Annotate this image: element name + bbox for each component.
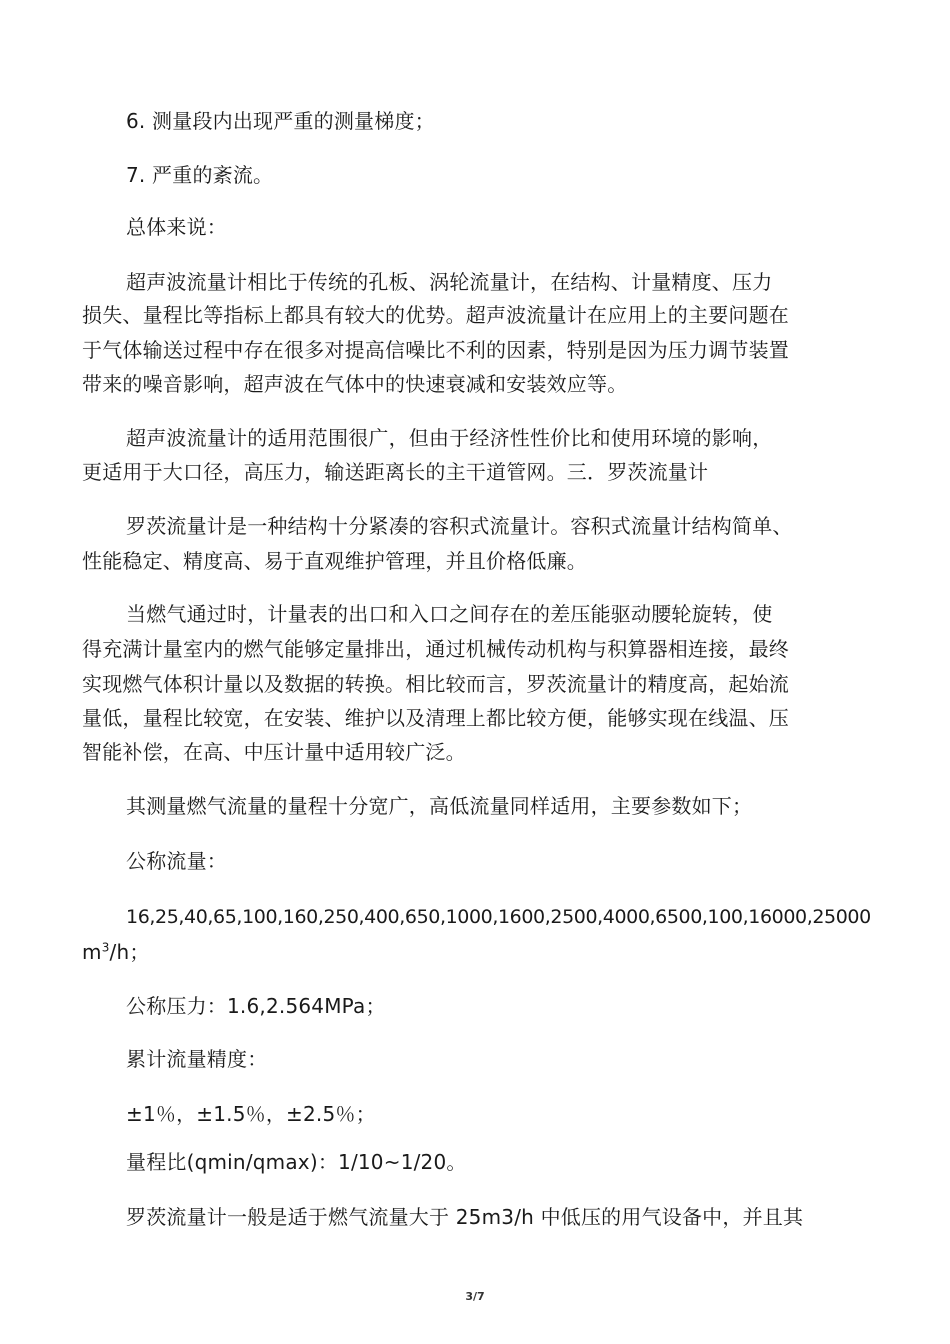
list-item-7: 7. 严重的紊流。 [126,163,274,187]
accuracy-values: ±1％，±1.5％，±2.5％； [126,1102,376,1126]
paragraph-line: 罗茨流量计是一种结构十分紧凑的容积式流量计。容积式流量计结构简单、 [126,514,793,538]
list-item-6: 6. 测量段内出现严重的测量梯度； [126,109,435,133]
accuracy-label: 累计流量精度： [126,1047,268,1071]
turndown-ratio: 量程比(qmin/qmax)：1/10~1/20。 [126,1150,467,1174]
paragraph-line: 罗茨流量计一般是适于燃气流量大于 25m3/h 中低压的用气设备中，并且其 [126,1205,804,1229]
paragraph-line: 其测量燃气流量的量程十分宽广，高低流量同样适用，主要参数如下； [126,794,753,818]
paragraph-line: 量低，量程比较宽，在安装、维护以及清理上都比较方便，能够实现在线温、压 [82,706,789,730]
paragraph-line: 于气体输送过程中存在很多对提高信噪比不利的因素，特别是因为压力调节装置 [82,338,789,362]
nominal-flow-label: 公称流量： [126,849,227,873]
unit-base: m [82,940,102,964]
page-number: 3/7 [465,1290,485,1303]
unit-exponent: 3 [101,940,110,955]
paragraph-line: 超声波流量计的适用范围很广，但由于经济性性价比和使用环境的影响， [126,426,773,450]
paragraph-line: 智能补偿，在高、中压计量中适用较广泛。 [82,740,466,764]
nominal-flow-unit [82,938,150,966]
paragraph-summary-heading: 总体来说： [126,215,227,239]
paragraph-line: 超声波流量计相比于传统的孔板、涡轮流量计，在结构、计量精度、压力 [126,270,773,294]
nominal-flow-values: 16,25,40,65,100,160,250,400,650,1000,1600,2500,4000,6500,100,16000,25000 [126,906,871,928]
unit-tail: /h； [109,940,150,964]
paragraph-line: 更适用于大口径，高压力，输送距离长的主干道管网。三．罗茨流量计 [82,460,709,484]
paragraph-line: 损失、量程比等指标上都具有较大的优势。超声波流量计在应用上的主要问题在 [82,303,789,327]
paragraph-line: 当燃气通过时，计量表的出口和入口之间存在的差压能驱动腰轮旋转，使 [126,602,773,626]
paragraph-line: 性能稳定、精度高、易于直观维护管理，并且价格低廉。 [82,549,587,573]
paragraph-line: 实现燃气体积计量以及数据的转换。相比较而言，罗茨流量计的精度高，起始流 [82,672,789,696]
nominal-pressure: 公称压力：1.6,2.564MPa； [126,994,386,1018]
paragraph-line: 得充满计量室内的燃气能够定量排出，通过机械传动机构与积算器相连接，最终 [82,637,789,661]
paragraph-line: 带来的噪音影响，超声波在气体中的快速衰减和安装效应等。 [82,372,628,396]
